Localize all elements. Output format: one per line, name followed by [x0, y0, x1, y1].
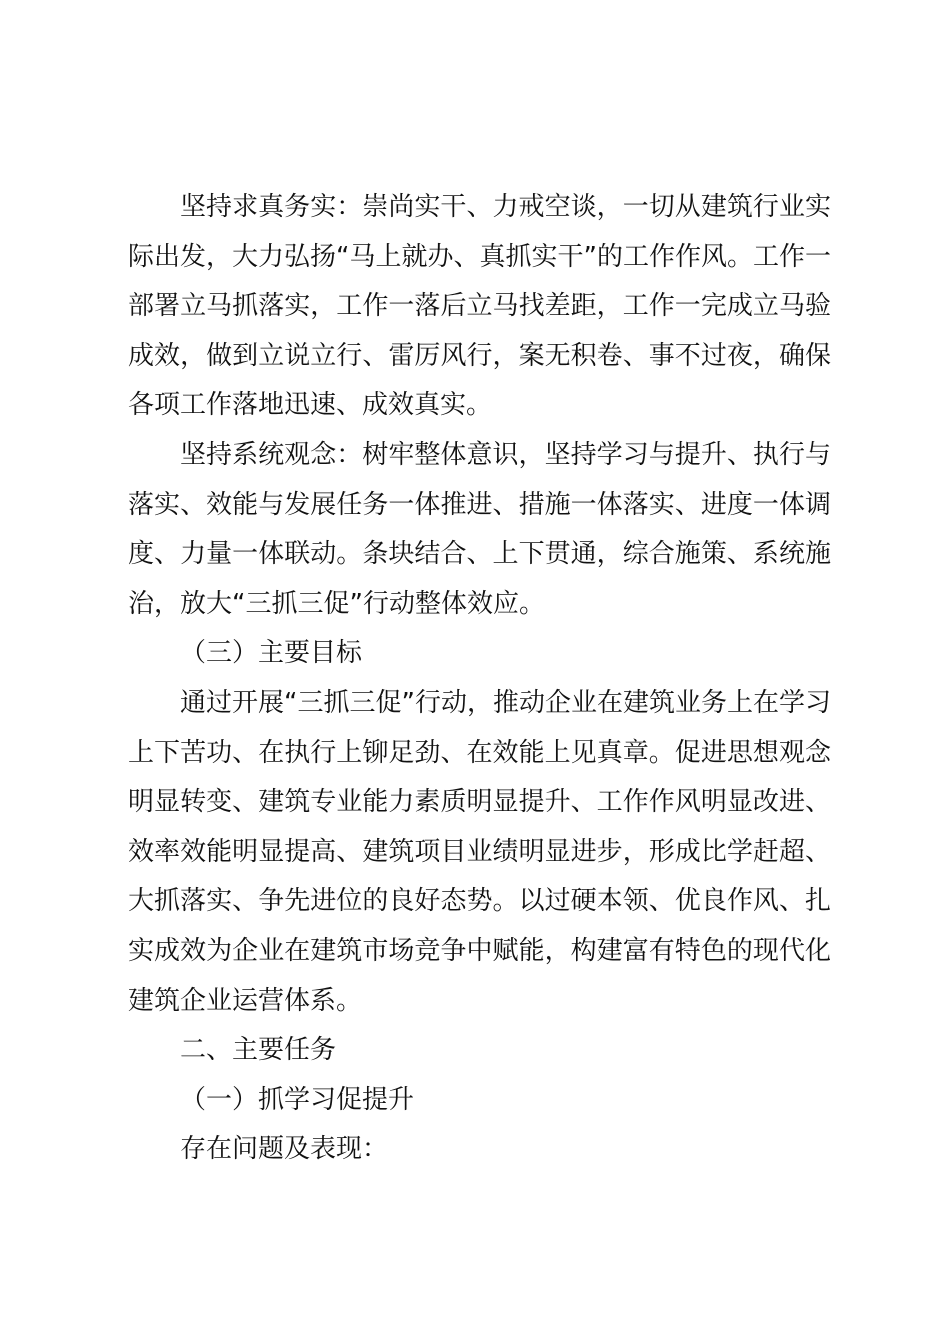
problems-label: 存在问题及表现： — [180, 1134, 389, 1165]
subsection-heading-learning: （一）抓学习促提升 — [180, 1084, 415, 1115]
paragraph-seek-truth: 坚持求真务实：崇尚实干、力戒空谈，一切从建筑行业实际出发，大力弘扬“马上就办、真抓实干”的工作作风。工作一部署立马抓落实，工作一落后立马找差距，工作一完成立马验成效，做到立说立行、雷厉风行，案无积卷、事不过夜，确保各项工作落地迅速、成效真实。 — [128, 192, 831, 421]
paragraph-systems-thinking: 坚持系统观念：树牢整体意识，坚持学习与提升、执行与落实、效能与发展任务一体推进、措施一体落实、进度一体调度、力量一体联动。条块结合、上下贯通，综合施策、系统施治，放大“三抓三促”行动整体效应。 — [128, 439, 831, 619]
document-body — [128, 183, 831, 1175]
paragraph-main-goals: 通过开展“三抓三促”行动，推动企业在建筑业务上在学习上下苦功、在执行上铆足劲、在效能上见真章。促进思想观念明显转变、建筑专业能力素质明显提升、工作作风明显改进、效率效能明显提高、建筑项目业绩明显进步，形成比学赶超、大抓落实、争先进位的良好态势。以过硬本领、优良作风、扎实成效为企业在建筑市场竞争中赋能，构建富有特色的现代化建筑企业运营体系。 — [128, 687, 831, 1016]
section-heading-main-goals: （三）主要目标 — [180, 638, 363, 669]
section-heading-main-tasks: 二、主要任务 — [180, 1035, 337, 1066]
